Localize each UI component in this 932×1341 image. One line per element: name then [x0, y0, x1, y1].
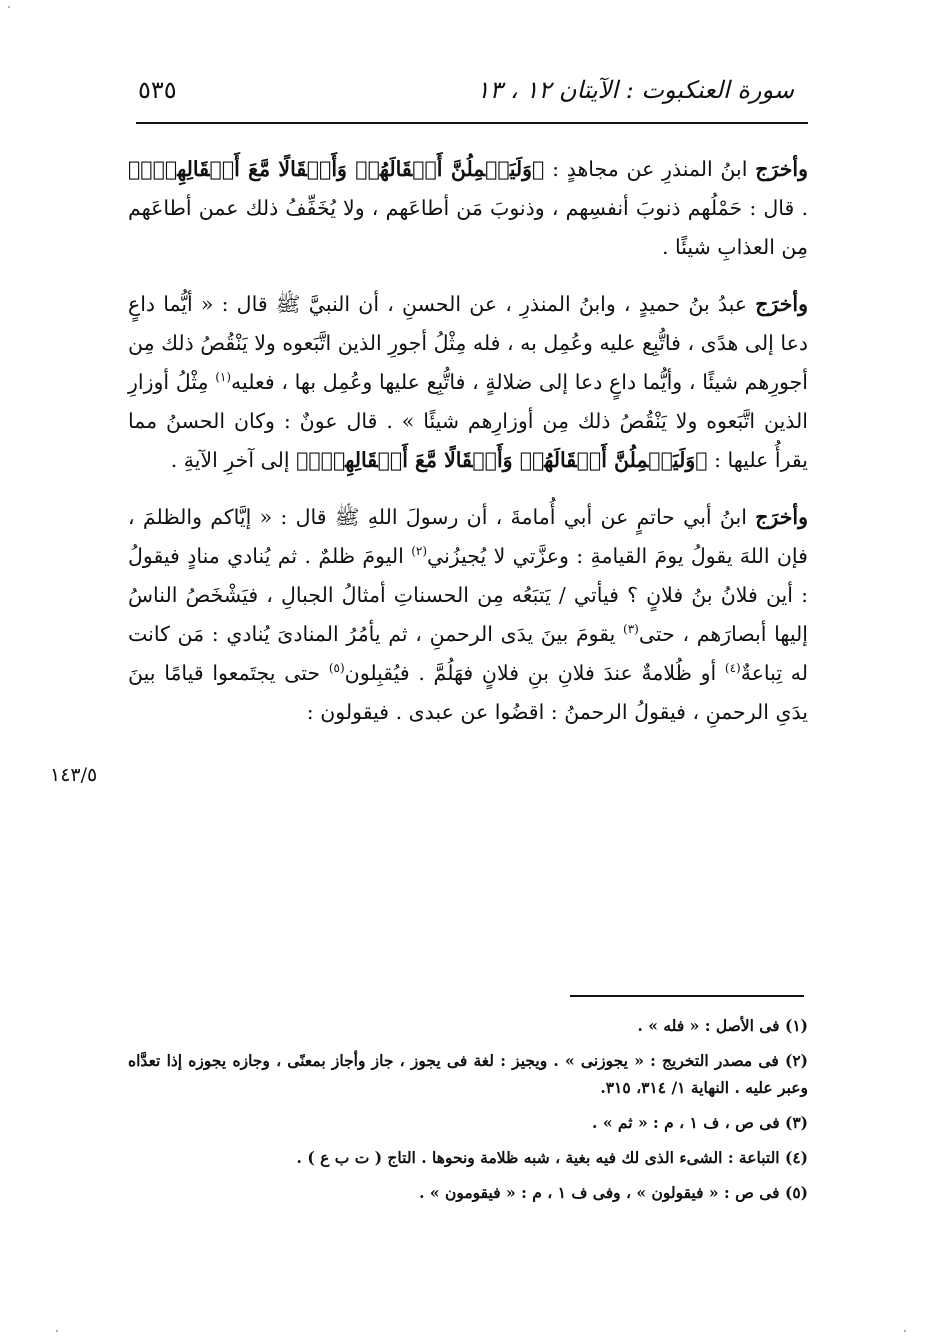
- paragraph-2: [128, 285, 808, 480]
- footnote-divider: [570, 995, 804, 997]
- paragraph-text: ابنُ المنذرِ عن مجاهدٍ :: [544, 157, 756, 181]
- paragraph-1: [128, 150, 808, 267]
- paragraph-text: حتى يجتَمعوا قيامًا بينَ يدَىِ الرحمنِ ، فيقولُ الرحمنُ : اقضُوا عن عبدى . فيقولون :: [128, 661, 808, 724]
- footnote-3: (٣) فى ص ، ف ١ ، م : « ثم » .: [592, 1113, 808, 1132]
- paragraph-text: مِثْلُ أوزارِ الذين اتَّبَعوه ولا يَنْقُصُ ذلك مِن أوزارِهم شيئًا » . قال عونٌ : وكان الحسنُ مما يقرأُ عليها :: [128, 370, 808, 472]
- paragraph-text: اليومَ ظلمٌ . ثم يُنادي منادٍ فيقولُ : أين فلانُ بنُ فلانٍ ؟ فيأتي / يَتبَعُه مِن الحسناتِ أمثالُ الجبالِ ، فيَشْخَصُ الناسُ إليها أبصارَهم ، حتى: [128, 544, 808, 646]
- footnote-ref-5: (٥): [328, 661, 345, 676]
- paragraph-text: عبدُ بنُ حميدٍ ، وابنُ المنذرِ ، عن الحسنِ ، أن النبيَّ ﷺ قال : « أيُّما داعٍ دعا إلى هدًى ، فاتُّبِع عليه وعُمِل به ، فله مِثْلُ أجورِ الذين اتَّبَعوه ولا يَنْقُصُ ذلك مِن أجورِهم شيئًا ، وأيُّما داعٍ دعا إلى ضلالةٍ ، فاتُّبِع عليها وعُمِل بها ، فعليه: [128, 292, 808, 394]
- margin-page-reference: ١٤٣/٥: [50, 764, 98, 786]
- scan-speck: [8, 6, 10, 8]
- footnote-ref-2: (٢): [411, 544, 428, 559]
- paragraph-text: أو ظُلامةٌ عندَ فلانِ بنِ فلانٍ فهَلُمَّ . فيُقبِلون: [344, 661, 725, 685]
- paragraph-text: . قال : حَمْلُهم ذنوبَ أنفسِهم ، وذنوبَ مَن أطاعَهم ، ولا يُخَفِّفُ ذلك عمن أطاعَهم مِن العذابِ شيئًا .: [128, 196, 808, 259]
- footnote-4: (٤) التباعة : الشىء الذى لك فيه بغية ، شبه ظلامة ونحوها . التاج ( ت ب ع ) .: [296, 1148, 808, 1167]
- page-number: ٥٣٥: [138, 76, 177, 104]
- header-divider: [136, 122, 808, 124]
- scan-speck: [904, 1330, 906, 1332]
- footnote-ref-1: (١): [215, 370, 232, 385]
- paragraph-lead: وأخرَج: [755, 505, 808, 529]
- quran-verse: ﴿وَلَيَحۡمِلُنَّ أَثۡقَالَهُمۡ وَأَثۡقَالًا مَّعَ أَثۡقَالِهِمۡۖ﴾: [296, 448, 708, 472]
- footnote-ref-4: (٤): [724, 661, 741, 676]
- main-text: [128, 150, 808, 732]
- footnote-ref-3: (٣): [623, 622, 639, 637]
- running-title: سورة العنكبوت : الآيتان ١٢ ، ١٣: [476, 76, 794, 104]
- paragraph-3: [128, 498, 808, 732]
- scan-speck: [56, 1330, 58, 1332]
- paragraph-text: يقومَ بينَ يدَى الرحمنِ ، ثم يأمُرُ المنادىَ يُنادي : مَن كانت له تِباعةٌ: [128, 622, 808, 685]
- quran-verse: ﴿وَلَيَحۡمِلُنَّ أَثۡقَالَهُمۡ وَأَثۡقَالًا مَّعَ أَثۡقَالِهِمۡۖ﴾: [128, 157, 545, 181]
- paragraph-text: ابنُ أبي حاتمٍ عن أبي أُمامةَ ، أن رسولَ اللهِ ﷺ قال : « إيَّاكم والظلمَ ، فإن اللهَ يقولُ يومَ القيامةِ : وعزَّتي لا يُجيزُني: [128, 505, 808, 568]
- footnote-2: (٢) فى مصدر التخريج : « يجوزنى » . ويجيز : لغة فى يجوز ، جاز وأجاز بمعنًى ، وجازه يجوزه إذا تعدَّاه وعبر عليه . النهاية ١/ ٣١٤، ٣١٥.: [128, 1051, 808, 1097]
- footnote-1: (١) فى الأصل : « فله » .: [637, 1016, 808, 1035]
- footnote-5: (٥) فى ص : « فيقولون » ، وفى ف ١ ، م : « فيقومون » .: [419, 1183, 808, 1202]
- paragraph-text: إلى آخرِ الآيةِ .: [170, 448, 297, 472]
- page-header: [136, 70, 808, 110]
- footnotes: [128, 1012, 808, 1214]
- paragraph-lead: وأخرَج: [755, 292, 808, 316]
- paragraph-lead: وأخرَج: [755, 157, 808, 181]
